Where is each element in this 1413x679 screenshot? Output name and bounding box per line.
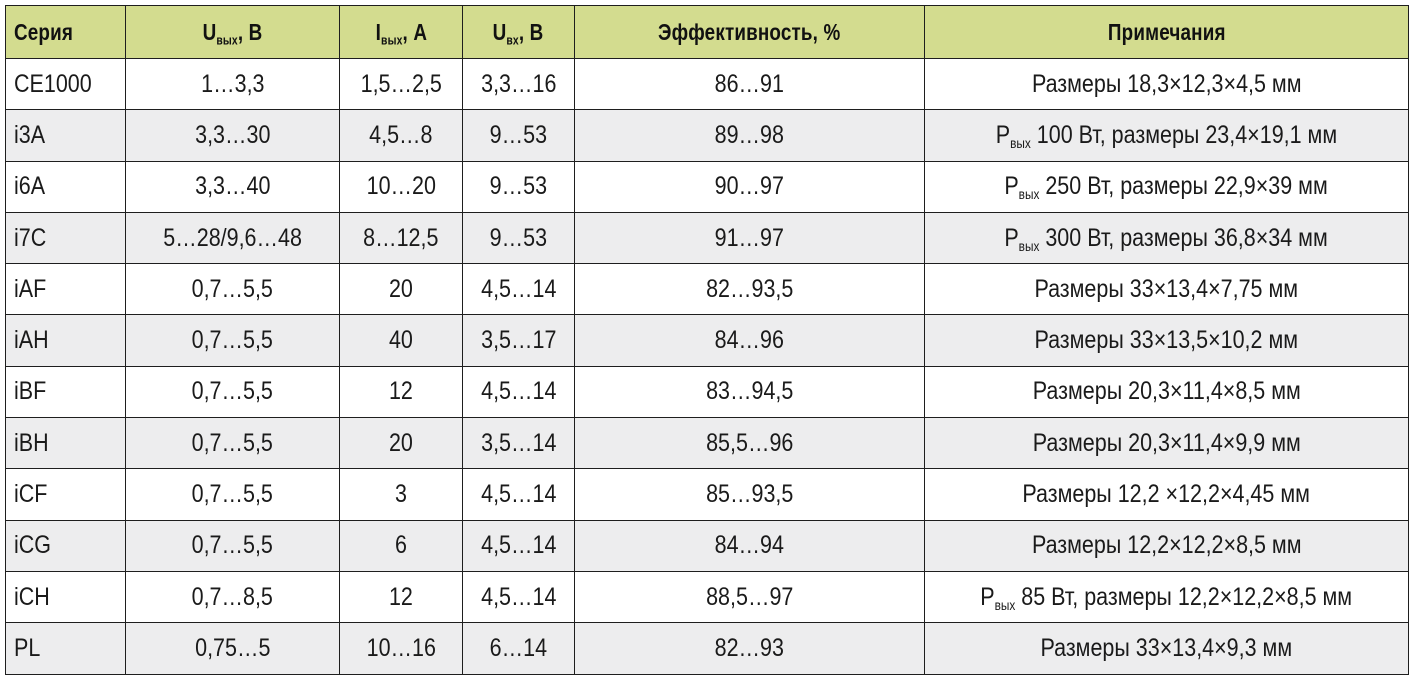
cell-notes: Размеры 18,3×12,3×4,5 мм [925, 59, 1409, 110]
cell-i-out: 20 [340, 418, 463, 469]
cell-efficiency: 83…94,5 [575, 366, 925, 417]
cell-notes: $P_{вых}$ 100 Вт, размеры 23,4×19,1 мм [925, 110, 1409, 161]
cell-u-out: 1…3,3 [126, 59, 340, 110]
cell-u-out: 3,3…40 [126, 161, 340, 212]
cell-notes: $P_{вых}$ 85 Вт, размеры 12,2×12,2×8,5 мм [925, 571, 1409, 622]
cell-i-out: 6 [340, 520, 463, 571]
table-header [6, 6, 1409, 59]
cell-i-out: 12 [340, 366, 463, 417]
table-body [6, 59, 1409, 675]
cell-u-out: 0,7…5,5 [126, 264, 340, 315]
cell-u-out: 5…28/9,6…48 [126, 212, 340, 263]
cell-i-out: 10…20 [340, 161, 463, 212]
cell-u-in: 4,5…14 [463, 469, 575, 520]
table-row [6, 110, 1409, 161]
cell-notes: Размеры 20,3×11,4×9,9 мм [925, 418, 1409, 469]
header-i-out: $I_{вых}$, А [340, 6, 463, 59]
cell-series: iCF [6, 469, 126, 520]
cell-i-out: 3 [340, 469, 463, 520]
header-efficiency: Эффективность, % [575, 6, 925, 59]
cell-efficiency: 90…97 [575, 161, 925, 212]
cell-notes: Размеры 33×13,5×10,2 мм [925, 315, 1409, 366]
cell-series: i6A [6, 161, 126, 212]
table-row [6, 520, 1409, 571]
table-row [6, 469, 1409, 520]
cell-i-out: 12 [340, 571, 463, 622]
cell-series: PL [6, 623, 126, 674]
cell-efficiency: 82…93,5 [575, 264, 925, 315]
cell-u-in: 4,5…14 [463, 366, 575, 417]
table-row [6, 212, 1409, 263]
header-series: Серия [6, 6, 126, 59]
cell-u-in: 4,5…14 [463, 571, 575, 622]
cell-u-in: 9…53 [463, 161, 575, 212]
table-row [6, 161, 1409, 212]
cell-notes: Размеры 12,2×12,2×8,5 мм [925, 520, 1409, 571]
cell-u-out: 0,7…5,5 [126, 315, 340, 366]
table-row [6, 315, 1409, 366]
cell-u-in: 3,5…14 [463, 418, 575, 469]
cell-u-in: 4,5…14 [463, 264, 575, 315]
cell-series: iBH [6, 418, 126, 469]
cell-u-out: 3,3…30 [126, 110, 340, 161]
cell-u-in: 4,5…14 [463, 520, 575, 571]
cell-u-out: 0,7…5,5 [126, 469, 340, 520]
header-u-out: $U_{вых}$, В [126, 6, 340, 59]
cell-series: iAF [6, 264, 126, 315]
cell-i-out: 20 [340, 264, 463, 315]
cell-series: iCG [6, 520, 126, 571]
cell-efficiency: 84…96 [575, 315, 925, 366]
cell-efficiency: 86…91 [575, 59, 925, 110]
cell-u-in: 6…14 [463, 623, 575, 674]
cell-u-out: 0,7…5,5 [126, 520, 340, 571]
cell-u-out: 0,7…5,5 [126, 418, 340, 469]
cell-efficiency: 85,5…96 [575, 418, 925, 469]
cell-notes: Размеры 20,3×11,4×8,5 мм [925, 366, 1409, 417]
cell-notes: Размеры 33×13,4×7,75 мм [925, 264, 1409, 315]
cell-notes: $P_{вых}$ 250 Вт, размеры 22,9×39 мм [925, 161, 1409, 212]
cell-notes: Размеры 12,2 ×12,2×4,45 мм [925, 469, 1409, 520]
table-row [6, 623, 1409, 674]
cell-i-out: 4,5…8 [340, 110, 463, 161]
cell-u-in: 9…53 [463, 110, 575, 161]
cell-u-out: 0,7…8,5 [126, 571, 340, 622]
cell-u-in: 3,3…16 [463, 59, 575, 110]
table-row [6, 59, 1409, 110]
cell-u-in: 3,5…17 [463, 315, 575, 366]
cell-series: CE1000 [6, 59, 126, 110]
cell-i-out: 10…16 [340, 623, 463, 674]
header-notes: Примечания [925, 6, 1409, 59]
cell-u-out: 0,7…5,5 [126, 366, 340, 417]
cell-i-out: 40 [340, 315, 463, 366]
header-row [6, 6, 1409, 59]
cell-efficiency: 84…94 [575, 520, 925, 571]
cell-series: iCH [6, 571, 126, 622]
cell-efficiency: 82…93 [575, 623, 925, 674]
cell-series: iBF [6, 366, 126, 417]
table-row [6, 571, 1409, 622]
header-u-in: $U_{вх}$, В [463, 6, 575, 59]
cell-notes: Размеры 33×13,4×9,3 мм [925, 623, 1409, 674]
cell-i-out: 8…12,5 [340, 212, 463, 263]
table-row [6, 264, 1409, 315]
table-row [6, 366, 1409, 417]
cell-u-in: 9…53 [463, 212, 575, 263]
cell-efficiency: 89…98 [575, 110, 925, 161]
cell-i-out: 1,5…2,5 [340, 59, 463, 110]
table-row [6, 418, 1409, 469]
cell-efficiency: 88,5…97 [575, 571, 925, 622]
cell-efficiency: 91…97 [575, 212, 925, 263]
cell-u-out: 0,75…5 [126, 623, 340, 674]
cell-notes: $P_{вых}$ 300 Вт, размеры 36,8×34 мм [925, 212, 1409, 263]
cell-series: iAH [6, 315, 126, 366]
spec-table [5, 5, 1409, 675]
cell-efficiency: 85…93,5 [575, 469, 925, 520]
cell-series: i3A [6, 110, 126, 161]
cell-series: i7C [6, 212, 126, 263]
